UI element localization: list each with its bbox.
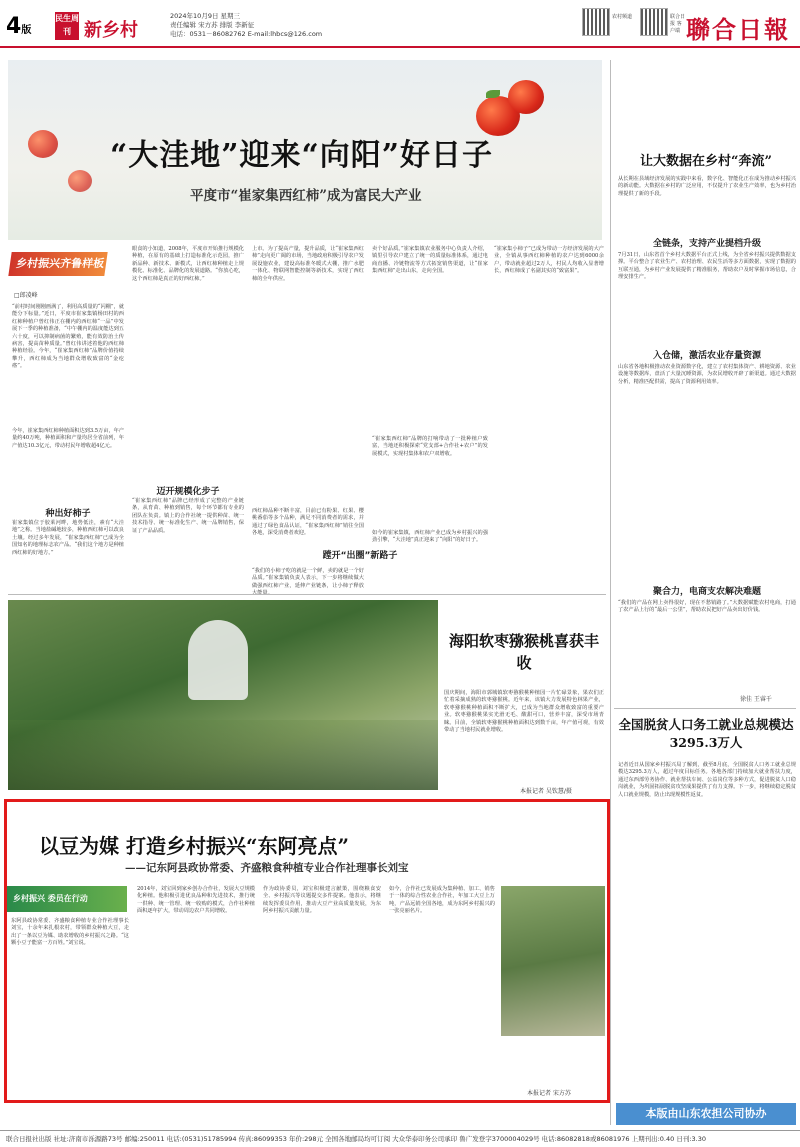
editor-line: 责任编辑 宋方苏 排版 李新征	[170, 21, 255, 29]
column-tag: 乡村振兴 委员在行动	[7, 886, 127, 912]
article-text: 卖个好品质。”崔家集镇农业服务中心负责人介绍，镇里引导农户建立了统一的质量标准体系，通过电商直播、冷链物流等方式拓宽销售渠道，让“崔家集西红柿”走出山东，走向全国。	[372, 246, 488, 275]
newspaper-logo: 聯合日報	[686, 15, 790, 44]
author-credit: 本报记者 宋方苏	[527, 1090, 571, 1097]
article-text: 上市。为了提高产量，提升品质，让“崔家集西红柿”走向更广阔的市场，当地政府积极引导农户发展设施农业，建设高标准冬暖式大棚，推广水肥一体化、物联网智能控制等新技术，实现了西红柿的全年供应。	[252, 246, 364, 282]
article-text: 7月31日，山东省首个乡村大数据平台正式上线，为全省乡村振兴提供数据支撑。平台整合了农业生产、农村治理、农民生活等多方面数据，实现了数据的互联互通，为乡村产业发展提供了精准服务，帮助农户及时掌握市场信息，合理安排生产。	[618, 252, 796, 281]
main-headline: “大洼地”迎来“向阳”好日子	[110, 138, 494, 173]
section-name: 新乡村	[84, 20, 138, 41]
article-text: “崔家集西红柿”品牌的打响带动了一批种植户致富，当地还积极探索“党支部+合作社+农户”的发展模式，实现村集体和农户双增收。	[372, 436, 488, 457]
article-text: 崔家集镇位于胶莱河畔，地势低洼，素有“大洼地”之称。当地盐碱地较多，种植西红柿可以改良土壤。经过多年发展，“崔家集西红柿”已成为全国知名的地理标志农产品。“我们这个地方是种植西红柿的好地方。”	[12, 520, 124, 556]
article-headline: 全国脱贫人口务工就业总规模达3295.3万人	[618, 717, 794, 750]
article-text: 2014年，刘宝回到家乡创办合作社，发展大豆规模化种植。他积极引进优良品种和先进技术，推行统一供种、统一管理、统一收购的模式，合作社种植面积逐年扩大，带动周边农户共同增收。	[137, 886, 255, 915]
article-text: 如今，合作社已发展成为集种植、加工、销售于一体的综合性农业合作社，年加工大豆上万吨，产品远销全国各地，成为东阿乡村振兴的一张亮丽名片。	[389, 886, 495, 915]
page-number: 4版	[6, 14, 32, 39]
article-text: “前村时间刚刚画满了，利用高质量的“闪棚”，就能分下标量。”近日，平度市崔家集镇杨田村的西红柿种植户曾红伟正在棚内的西红柿“一品”中发展下一季的种植准备，“中午棚内的温度能达到五六十度，可以抑制病菌的繁殖，能有效防治土传病害，提高苗种质量。”曾红伟讲述着他的西红柿种植经验。今年，“崔家集西红柿”品牌价值持续攀升，西红柿成为当地群众增收致富的“金疙瘩”。	[12, 304, 124, 370]
qr-label: 农村频道	[612, 14, 633, 20]
divider	[614, 708, 796, 709]
column-divider	[610, 60, 611, 1125]
article-headline: 以豆为媒 打造乡村振兴“东阿亮点”	[39, 834, 349, 858]
section-badge: 民生周刊	[55, 12, 79, 40]
article-text: 国庆期间，海阳市郭城镇软枣猕猴桃种植园一片忙碌景象，果农们正忙着采摘成熟的软枣猕猴桃。近年来，该镇大力发展特色林果产业，软枣猕猴桃种植面积不断扩大，已成为当地群众增收致富的重要产业。软枣猕猴桃果实光滑无毛、酸甜可口，营养丰富，深受市场青睐。目前，全镇软枣猕猴桃种植面积达到数千亩，年产值可观，有效带动了当地村民就业增收。	[444, 690, 604, 734]
article-text: 东阿县政协常委、齐盛粮食种植专业合作社理事长刘宝，十余年来扎根农村，带领群众种植大豆，走出了一条以豆为媒、助农增收的乡村振兴之路。“这颗小豆子能富一方百姓。”刘宝说。	[11, 918, 129, 947]
article-headline: 海阳软枣猕猴桃喜获丰收	[448, 632, 599, 672]
byline: □郎凌峰	[14, 292, 38, 299]
main-subheadline: 平度市“崔家集西红柿”成为富民大产业	[190, 188, 422, 204]
article-text: “崔家集小柿子”已成为带动一方经济发展的大产业，全镇从事西红柿种植的农户达到6000余户，带动就业超过2万人，村民人均收入显著增长，西红柿成了名副其实的“致富果”。	[494, 246, 604, 275]
author-credit: 徐佳 王睿千	[740, 696, 772, 703]
author-credit: 本报记者 吴钦慧/摄	[520, 788, 572, 795]
qr-label: 联合日报 客户端	[670, 14, 686, 34]
section-subhead: 聚合力，电商支农解决难题	[652, 587, 761, 597]
section-subhead: 种出好柿子	[45, 509, 91, 519]
worker-figure-icon	[188, 620, 248, 700]
article-text: 如今的崔家集镇，西红柿产业已成为乡村振兴的强劲引擎，“大洼地”真正迎来了“向阳”的好日子。	[372, 530, 488, 544]
article-text: 作为政协委员，刘宝积极建言献策，围绕粮食安全、乡村振兴等议题提交多件提案。他表示，将继续发挥委员作用，推动大豆产业高质量发展，为东阿乡村振兴贡献力量。	[263, 886, 381, 915]
tomato-icon	[68, 170, 92, 192]
article-text: 记者近日从国家乡村振兴局了解到，截至8月底，全国脱贫人口务工就业总规模达3295.3万人，超过年度目标任务。各地各部门持续加大就业帮扶力度，通过东西部劳务协作、就业帮扶车间、公益岗位等多种方式，促进脱贫人口稳岗就业，为巩固拓展脱贫攻坚成果提供了有力支撑。下一步，将继续稳定脱贫人口就业规模，防止出现规模性返贫。	[618, 762, 796, 798]
article-text: 今年，崔家集西红柿种植面积达到3.5万亩，年产量约40万吨，种植面积和产量均居全省前列，年产值达10.3亿元，带动村民年增收超4亿元。	[12, 428, 125, 449]
date-line: 2024年10月9日 星期三	[170, 12, 241, 20]
portrait-photo	[501, 886, 605, 1036]
qr-code-icon[interactable]	[640, 8, 668, 36]
sponsor-banner: 本版由山东农担公司协办	[616, 1103, 796, 1125]
section-subhead: 入仓储，激活农业存量资源	[652, 351, 761, 361]
section-subhead: 迈开规模化步子	[156, 487, 220, 497]
tomato-icon	[508, 80, 544, 114]
masthead	[0, 0, 800, 48]
article-headline: 让大数据在乡村“奔流”	[640, 154, 772, 169]
qr-code-icon[interactable]	[582, 8, 610, 36]
divider	[8, 594, 606, 595]
leaf-icon	[486, 90, 500, 98]
footer-info: 联合日报社出版 社址:济南市泺源路73号 邮编:250011 电话:(0531)51785994 传真:86099353 年价:298元 全国各地邮局均可订阅 大众华泰印务公司承印 鲁广发登字3700004029号 电话:86082818或86081976 上期刊出:0.40 日刊:3.30	[0, 1130, 800, 1147]
kiwi-harvest-photo	[8, 600, 438, 790]
article-text: 山东省各地积极推动农业资源数字化，建立了农村集体资产、耕地资源、农业设施等数据库，盘活了大量沉睡资源，为农民增收开辟了新渠道。通过大数据分析，精准匹配供需，提高了资源利用效率。	[618, 364, 796, 385]
article-subheadline: ——记东阿县政协常委、齐盛粮食种植专业合作社理事长刘宝	[125, 862, 409, 874]
section-subhead: 蹚开“出圈”新路子	[322, 551, 398, 561]
article-text: “崔家集西红柿”品牌已经形成了完整的产业链条，从育苗、种植到销售，每个环节都有专业的团队在负责。镇上的合作社统一提供种苗、统一技术指导、统一标准化生产、统一品牌销售，保证了产品品质。	[132, 498, 244, 534]
issue-info	[170, 12, 322, 39]
article-text: 从长期在县域经济发展的实践中来看，数字化、智能化正在成为推动乡村振兴的新动能。大数据在乡村的广泛应用，不仅提升了农业生产效率，也为乡村治理提供了新的手段。	[618, 176, 796, 197]
article-text: 眼食的小知道，2008年，平度市开始推行规模化种植，在原有的基础上打造标准化示范园，推广新品种、新技术、新模式，让西红柿种植走上规模化、标准化、品牌化的发展道路。“你放心吃，这个西红柿是真正的好西红柿。”	[132, 246, 244, 282]
highlighted-article[interactable]	[4, 799, 610, 1103]
contact-line: 电话：0531－86082762 E-mail:lhbcs@126.com	[170, 30, 323, 38]
tomato-icon	[28, 130, 58, 158]
article-text: “我们的产品在网上卖得很好，现在不愁销路了。”大数据赋能农村电商，打通了农产品上行的“最后一公里”，帮助农民把好产品卖出好价钱。	[618, 600, 796, 614]
column-tag: 乡村振兴齐鲁样板	[8, 252, 107, 276]
section-subhead: 全链条，支持产业提档升级	[652, 239, 761, 249]
article-text: 西红柿品种不断丰富，目前已有粉果、红果、樱桃番茄等多个品种，满足不同消费者的需求，并通过了绿色食品认证，“崔家集西红柿”销往全国各地，深受消费者欢迎。	[252, 508, 364, 537]
article-text: “我们的小柿子吃的就是一个鲜，卖的就是一个好品质。”崔家集镇负责人表示，下一步将继续做大做强西红柿产业，延伸产业链条，让小柿子释放	[252, 568, 364, 589]
